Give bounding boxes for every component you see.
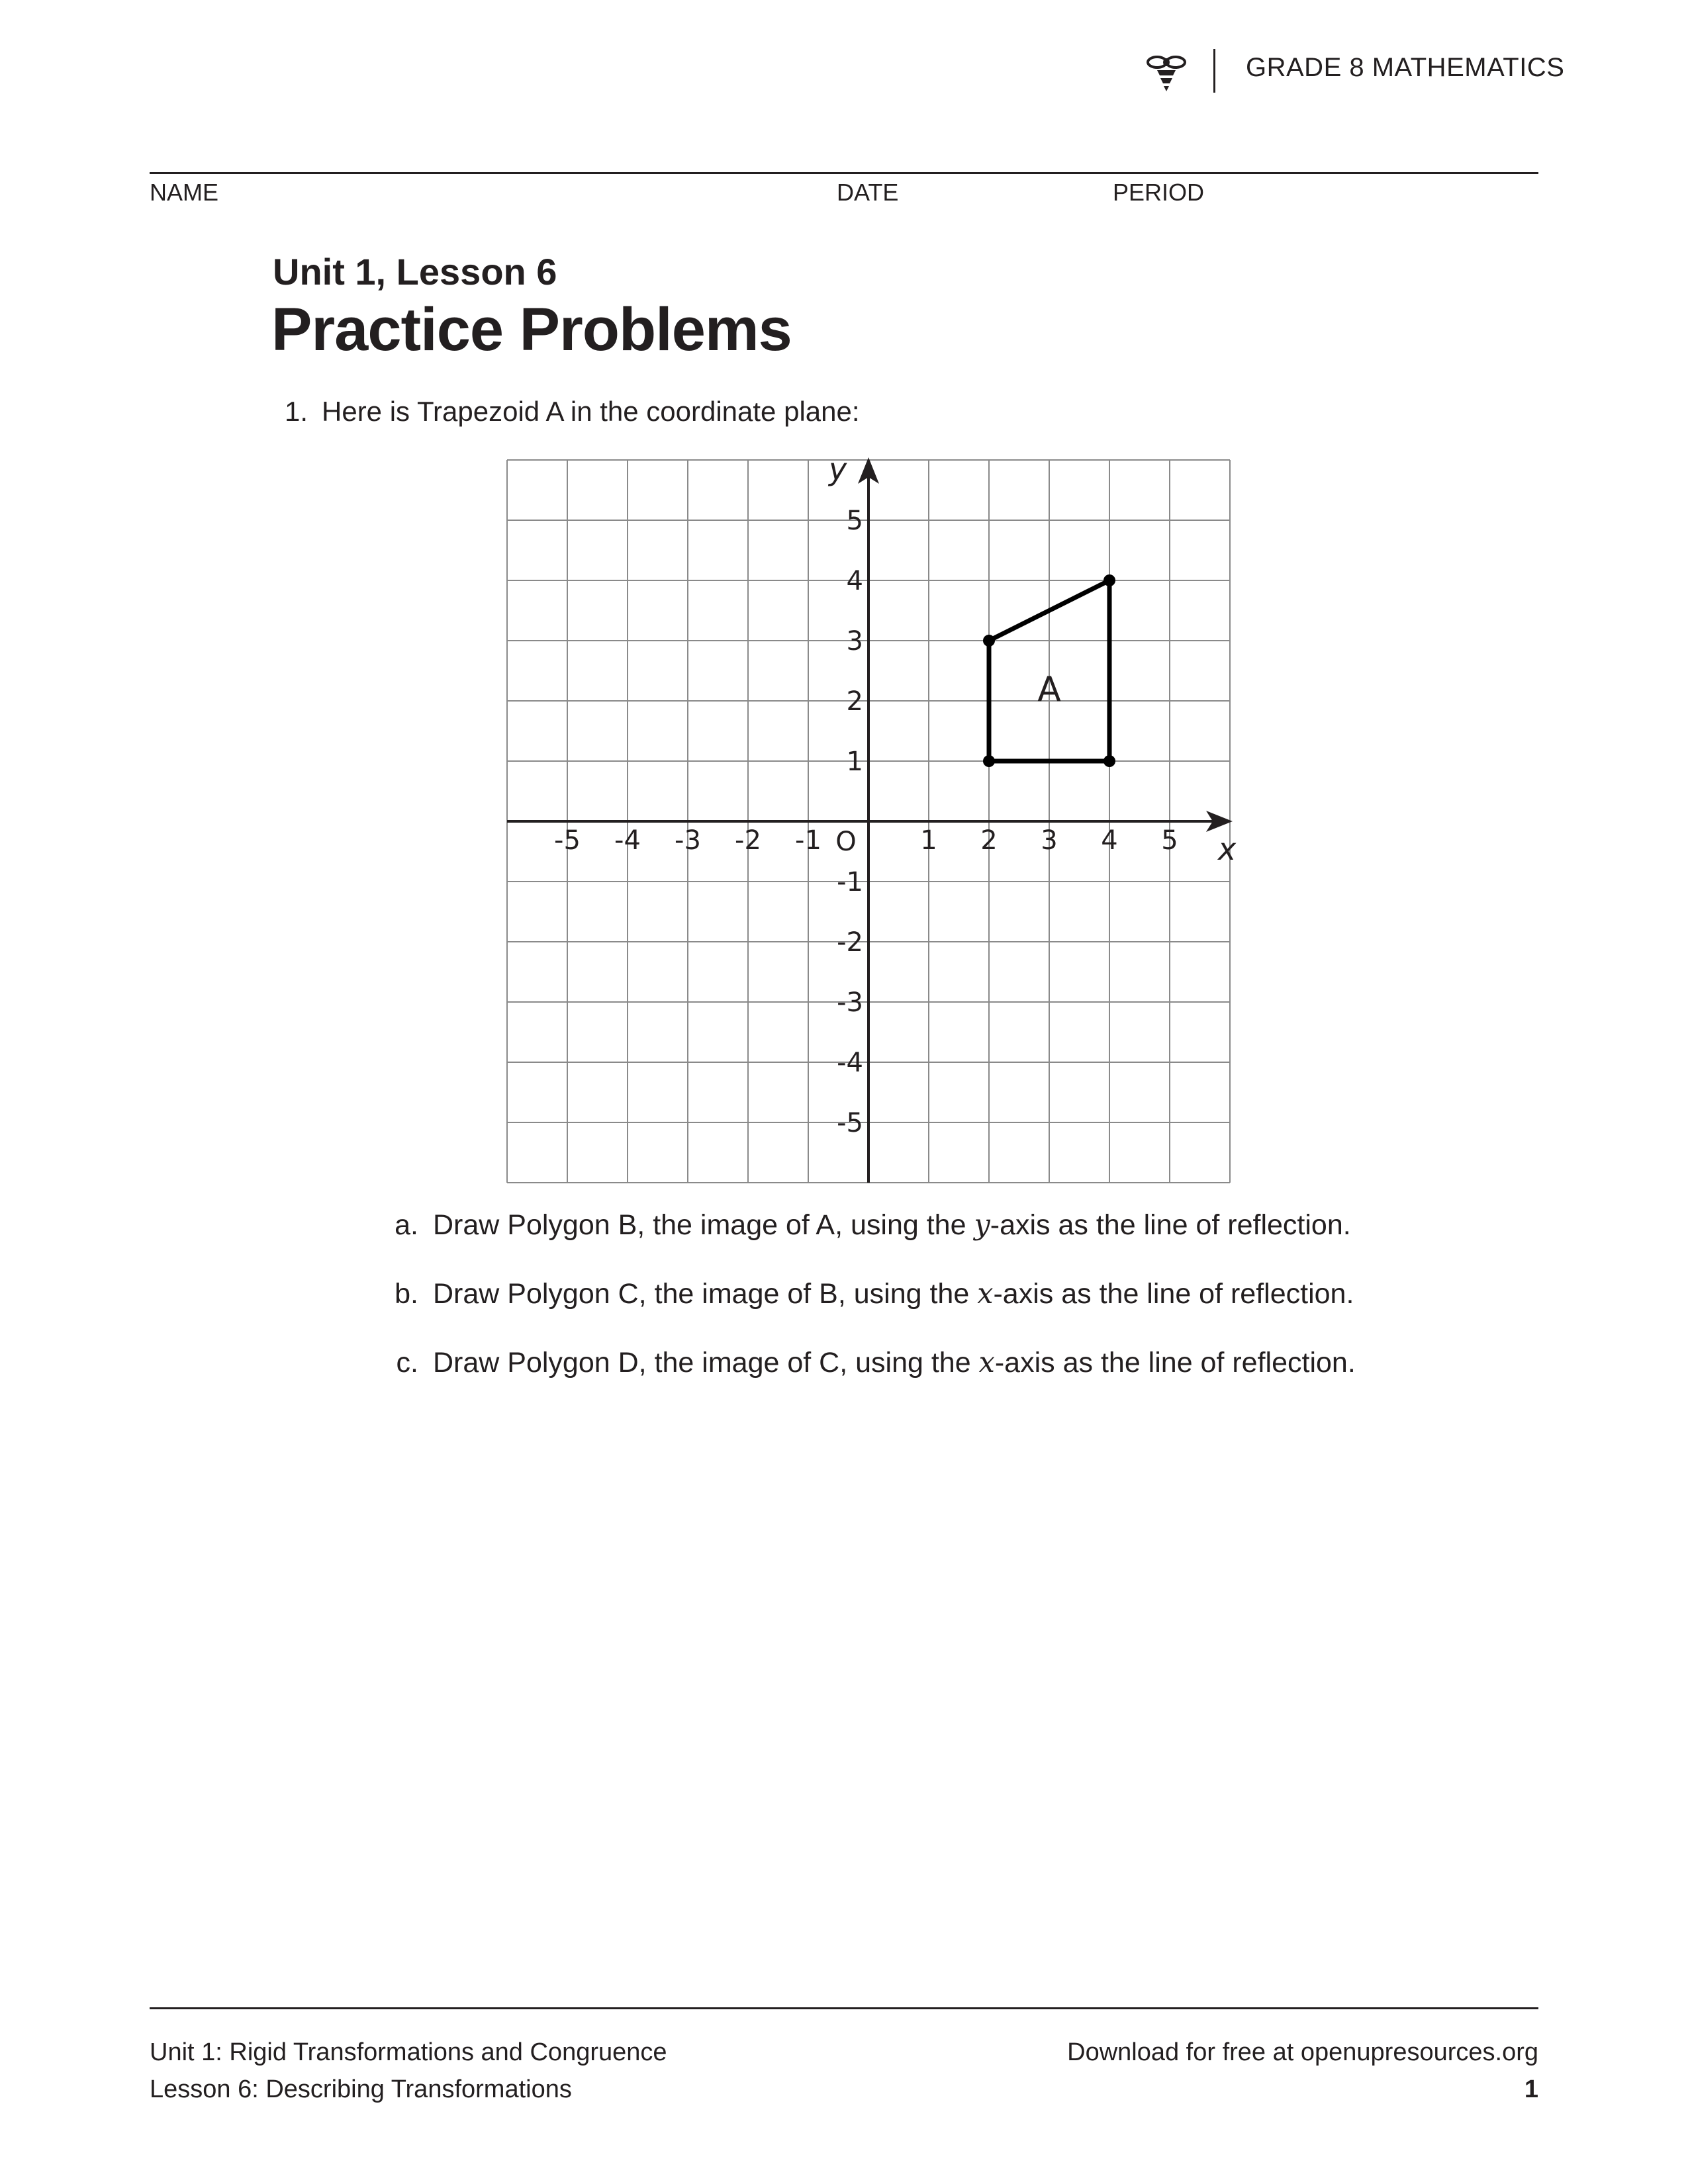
y-tick-label: 5	[846, 506, 863, 536]
part-text: Draw Polygon D, the image of C, using the	[433, 1347, 979, 1379]
trapezoid-vertex	[983, 635, 995, 647]
name-field-label: NAME	[150, 179, 219, 206]
y-tick-label: -4	[837, 1048, 863, 1078]
problem-1-prompt	[285, 396, 860, 428]
part-text: Draw Polygon B, the image of A, using the	[433, 1209, 974, 1241]
origin-label: O	[835, 827, 857, 857]
y-tick-label: 1	[846, 747, 863, 777]
part-text-end: -axis as the line of reflection.	[993, 1278, 1354, 1310]
trapezoid-vertex	[1103, 574, 1115, 586]
footer-unit: Unit 1: Rigid Transformations and Congruence	[150, 2038, 667, 2066]
trapezoid-vertex	[1103, 755, 1115, 767]
x-tick-label: -4	[614, 825, 641, 856]
y-tick-label: -2	[837, 927, 863, 958]
part-b	[377, 1277, 1356, 1346]
x-tick-label: -5	[554, 825, 581, 856]
date-field-label: DATE	[837, 179, 899, 206]
coordinate-plane	[490, 450, 1238, 1198]
part-variable: x	[978, 1346, 995, 1379]
header-divider	[1213, 49, 1215, 93]
part-a	[377, 1208, 1356, 1277]
footer-lesson: Lesson 6: Describing Transformations	[150, 2075, 572, 2103]
x-tick-label: 2	[980, 825, 998, 856]
y-tick-label: -1	[837, 867, 863, 897]
page-title: Practice Problems	[271, 296, 792, 363]
period-field-label: PERIOD	[1113, 179, 1205, 206]
x-tick-label: -2	[735, 825, 761, 856]
page-number: 1	[1524, 2075, 1538, 2103]
part-text: Draw Polygon C, the image of B, using the	[433, 1278, 978, 1310]
x-tick-label: -3	[675, 825, 701, 856]
x-tick-label: 3	[1041, 825, 1058, 856]
trapezoid-vertex	[983, 755, 995, 767]
problem-parts	[377, 1208, 1356, 1415]
y-tick-label: -5	[837, 1108, 863, 1138]
part-letter: a.	[395, 1209, 418, 1241]
x-tick-label: 5	[1161, 825, 1178, 856]
part-letter: b.	[395, 1278, 418, 1310]
footer-rule	[150, 2007, 1538, 2009]
part-letter: c.	[396, 1347, 418, 1379]
part-c	[377, 1346, 1356, 1415]
y-tick-label: 4	[846, 566, 863, 596]
y-tick-label: 2	[846, 686, 863, 717]
part-variable: y	[974, 1208, 990, 1242]
problem-text: Here is Trapezoid A in the coordinate plane:	[322, 396, 860, 427]
y-axis-label: y	[829, 451, 847, 487]
top-rule	[150, 172, 1538, 174]
unit-lesson-heading: Unit 1, Lesson 6	[273, 251, 557, 293]
footer-download-link[interactable]: Download for free at openupresources.org	[1067, 2038, 1538, 2066]
part-text-end: -axis as the line of reflection.	[990, 1209, 1351, 1241]
y-tick-label: -3	[837, 987, 863, 1018]
problem-number: 1.	[285, 396, 308, 427]
course-title: GRADE 8 MATHEMATICS	[1246, 53, 1565, 82]
bee-logo-icon	[1143, 48, 1190, 95]
y-tick-label: 3	[846, 626, 863, 657]
x-tick-label: -1	[795, 825, 821, 856]
x-tick-label: 4	[1101, 825, 1118, 856]
x-tick-label: 1	[920, 825, 937, 856]
shape-label: A	[1037, 669, 1061, 709]
part-variable: x	[977, 1277, 994, 1310]
part-text-end: -axis as the line of reflection.	[994, 1347, 1356, 1379]
x-axis-label: x	[1218, 831, 1237, 867]
